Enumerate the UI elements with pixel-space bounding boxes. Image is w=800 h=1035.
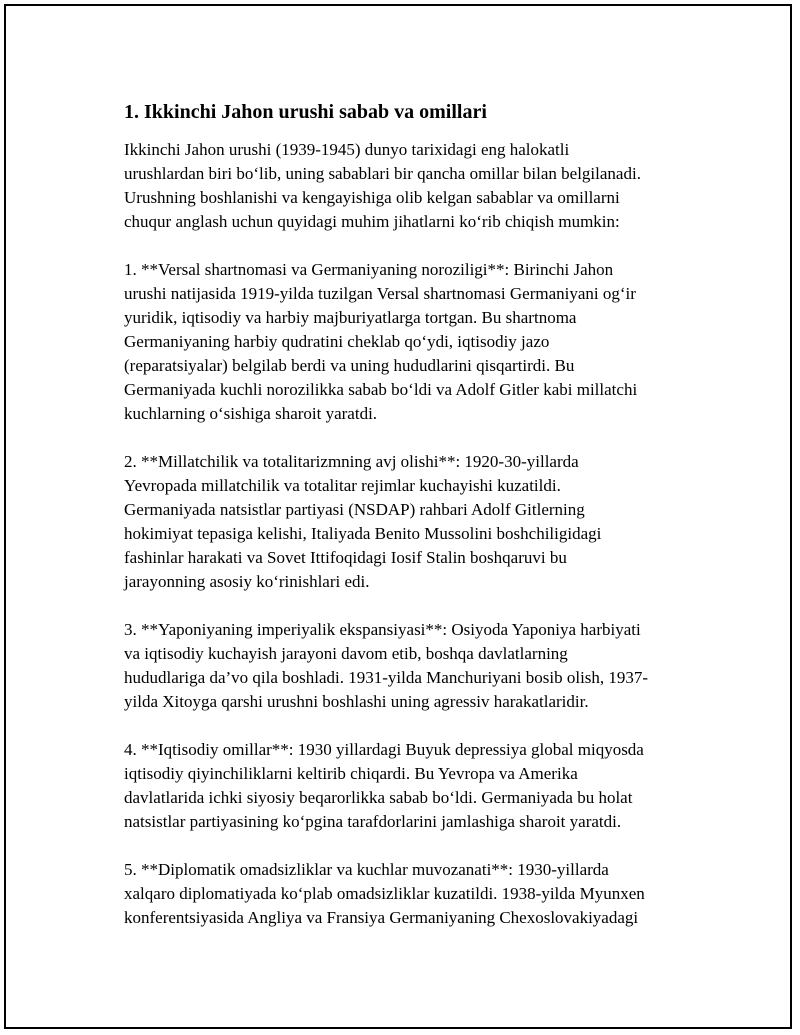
document-title: 1. Ikkinchi Jahon urushi sabab va omillari (124, 101, 487, 123)
text-line: 2. **Millatchilik va totalitarizmning avj olishi**: 1920-30-yillarda (124, 452, 579, 471)
text-line: davlatlarida ichki siyosiy beqarorlikka sabab bo‘ldi. Germaniyada bu holat (124, 788, 633, 807)
text-line: xalqaro diplomatiyada ko‘plab omadsizliklar kuzatildi. 1938-yilda Myunxen (124, 884, 645, 903)
text-line: Yevropada millatchilik va totalitar rejimlar kuchayishi kuzatildi. (124, 476, 561, 495)
text-line: Urushning boshlanishi va kengayishiga olib kelgan sabablar va omillarni (124, 188, 620, 207)
text-line: fashinlar harakati va Sovet Ittifoqidagi Iosif Stalin boshqaruvi bu (124, 548, 567, 567)
text-line: chuqur anglash uchun quyidagi muhim jihatlarni ko‘rib chiqish mumkin: (124, 212, 620, 231)
text-line: 5. **Diplomatik omadsizliklar va kuchlar muvozanati**: 1930-yillarda (124, 860, 609, 879)
text-line: 3. **Yaponiyaning imperiyalik ekspansiyasi**: Osiyoda Yaponiya harbiyati (124, 620, 641, 639)
text-line: natsistlar partiyasining ko‘pgina tarafdorlarini jamlashiga sharoit yaratdi. (124, 812, 622, 831)
paragraph-point-2 (124, 450, 704, 594)
text-line: Germaniyada natsistlar partiyasi (NSDAP) rahbari Adolf Gitlerning (124, 500, 585, 519)
text-line: yuridik, iqtisodiy va harbiy majburiyatlarga tortgan. Bu shartnoma (124, 308, 577, 327)
text-line: yilda Xitoyga qarshi urushni boshlashi uning agressiv harakatlaridir. (124, 692, 589, 711)
text-line: urushlardan biri bo‘lib, uning sabablari bir qancha omillar bilan belgilanadi. (124, 164, 641, 183)
text-line: va iqtisodiy kuchayish jarayoni davom etib, boshqa davlatlarning (124, 644, 568, 663)
text-line: urushi natijasida 1919-yilda tuzilgan Versal shartnomasi Germaniyani og‘ir (124, 284, 636, 303)
paragraph-point-4 (124, 738, 704, 834)
text-line: (reparatsiyalar) belgilab berdi va uning hududlarini qisqartirdi. Bu (124, 356, 575, 375)
text-line: Germaniyaning harbiy qudratini cheklab qo‘ydi, iqtisodiy jazo (124, 332, 550, 351)
text-line: Ikkinchi Jahon urushi (1939-1945) dunyo tarixidagi eng halokatli (124, 140, 570, 159)
paragraph-intro (124, 138, 704, 234)
text-line: jarayonning asosiy ko‘rinishlari edi. (124, 572, 370, 591)
paragraph-point-5 (124, 858, 704, 930)
text-line: hokimiyat tepasiga kelishi, Italiyada Benito Mussolini boshchiligidagi (124, 524, 602, 543)
text-line: iqtisodiy qiyinchiliklarni keltirib chiqardi. Bu Yevropa va Amerika (124, 764, 578, 783)
text-line: Germaniyada kuchli norozilikka sabab bo‘ldi va Adolf Gitler kabi millatchi (124, 380, 638, 399)
text-line: hududlariga da’vo qila boshladi. 1931-yilda Manchuriyani bosib olish, 1937- (124, 668, 649, 687)
paragraph-point-1 (124, 258, 704, 426)
paragraph-point-3 (124, 618, 704, 714)
document-body (124, 98, 704, 954)
text-line: 4. **Iqtisodiy omillar**: 1930 yillardagi Buyuk depressiya global miqyosda (124, 740, 644, 759)
text-line: 1. **Versal shartnomasi va Germaniyaning noroziligi**: Birinchi Jahon (124, 260, 614, 279)
text-line: kuchlarning o‘sishiga sharoit yaratdi. (124, 404, 378, 423)
page-frame (4, 4, 792, 1029)
text-line: konferentsiyasida Angliya va Fransiya Germaniyaning Chexoslovakiyadagi (124, 908, 639, 927)
